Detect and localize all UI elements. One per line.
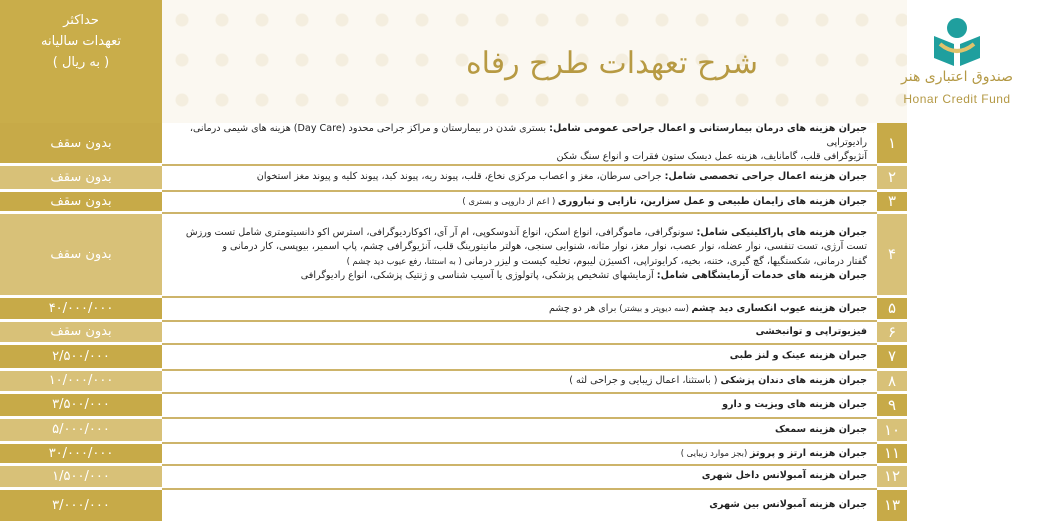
header-banner <box>162 0 1013 123</box>
description-text <box>162 301 877 316</box>
description-text <box>162 349 877 363</box>
row-divider <box>162 442 877 444</box>
max-amount-cell: ۲/۵۰۰/۰۰۰ <box>0 344 162 368</box>
row-number: ۷ <box>877 344 907 368</box>
description-plain: سونوگرافی، ماموگرافی، انواع اسکن، انواع آندوسکوپی، ام آر آی، اکوکاردیوگرافی، استرس اکو دانسیتومتری شامل تست ورزش <box>185 226 697 238</box>
description-cell <box>162 213 877 295</box>
description-line <box>170 150 867 164</box>
table-row <box>0 321 907 342</box>
max-amount-cell: بدون سقف <box>0 165 162 189</box>
description-cell <box>162 321 877 342</box>
row-divider <box>877 212 907 214</box>
row-divider <box>162 212 877 214</box>
description-line <box>170 446 867 461</box>
description-bold: جبران هزینه های ویزیت و دارو <box>722 398 867 410</box>
description-cell <box>162 165 877 189</box>
max-amount-cell: ۵/۰۰۰/۰۰۰ <box>0 418 162 441</box>
row-number: ۲ <box>877 165 907 189</box>
description-line <box>170 349 867 363</box>
table-row <box>0 418 907 441</box>
row-divider <box>162 488 877 490</box>
row-divider <box>162 369 877 371</box>
row-divider <box>0 296 162 298</box>
max-amount-cell: ۳/۰۰۰/۰۰۰ <box>0 489 162 521</box>
description-note: (سه دیوپتر و بیشتر) <box>619 302 692 313</box>
row-divider <box>877 464 907 466</box>
row-divider <box>877 488 907 490</box>
description-plain: بستری شدن در بیمارستان و مراکز جراحی محدود (Day Care) هزینه های شیمی درمانی، رادیوتراپی <box>189 123 867 148</box>
max-amount-cell: بدون سقف <box>0 123 162 163</box>
row-divider <box>0 320 162 322</box>
description-line <box>170 374 867 388</box>
description-plain: آنژیوگرافی قلب، گامانایف، هزینه عمل دیسک ستون فقرات و انواع سنگ شکن <box>556 151 867 162</box>
description-cell <box>162 344 877 368</box>
description-plain: برای هر دو چشم <box>548 302 620 314</box>
row-number: ۱۳ <box>877 489 907 521</box>
description-cell <box>162 418 877 441</box>
row-divider <box>0 417 162 419</box>
row-divider <box>877 343 907 345</box>
description-bold: جبران هزینه های درمان بیمارستانی و اعمال جراحی عمومی شامل: <box>549 123 867 134</box>
table-row <box>0 344 907 368</box>
description-cell <box>162 489 877 521</box>
table-row <box>0 123 907 163</box>
row-divider <box>877 417 907 419</box>
description-bold: جبران هزینه های دندان پزشکی <box>720 374 867 386</box>
row-divider <box>162 392 877 394</box>
table-row <box>0 443 907 463</box>
amount-header-line-3: ( به ریال ) <box>52 55 110 70</box>
row-divider <box>877 392 907 394</box>
row-number: ۹ <box>877 393 907 416</box>
description-plain: ( باستثنا، اعمال زیبایی و جراحی لثه ) <box>569 374 721 386</box>
row-divider <box>162 296 877 298</box>
description-text <box>162 498 877 512</box>
description-bold: جبران هزینه های پاراکلینیکی شامل: <box>696 226 867 238</box>
max-amount-cell: بدون سقف <box>0 213 162 295</box>
row-divider <box>0 212 162 214</box>
row-divider <box>0 343 162 345</box>
table-row <box>0 489 907 521</box>
max-amount-cell: ۳/۵۰۰/۰۰۰ <box>0 393 162 416</box>
description-line <box>170 301 867 316</box>
description-cell <box>162 297 877 319</box>
amount-column-header <box>0 0 162 123</box>
description-cell <box>162 123 877 163</box>
logo-emblem-icon <box>882 14 1032 70</box>
row-divider <box>162 320 877 322</box>
description-plain: جراحی سرطان، مغز و اعصاب مرکزی نخاع، قلب، پیوند ریه، پیوند کبد، پیوند کلیه و پیوند مغز استخوان <box>256 171 665 182</box>
amount-header-line-1: حداکثر <box>63 13 99 28</box>
row-divider <box>877 442 907 444</box>
max-amount-cell: بدون سقف <box>0 321 162 342</box>
row-divider <box>877 190 907 192</box>
description-note: ( به استثنا، رفع عیوب دید چشم ) <box>346 255 465 266</box>
row-divider <box>877 320 907 322</box>
logo-text-en: Honar Credit Fund <box>903 92 1011 106</box>
max-amount-cell: ۱۰/۰۰۰/۰۰۰ <box>0 370 162 391</box>
row-divider <box>162 190 877 192</box>
description-bold: جبران هزینه ارتز و پروتز <box>749 447 867 459</box>
row-divider <box>0 442 162 444</box>
description-cell <box>162 393 877 416</box>
table-row <box>0 297 907 319</box>
row-number: ۳ <box>877 191 907 211</box>
row-divider <box>877 296 907 298</box>
table-row <box>0 213 907 295</box>
description-line <box>170 469 867 483</box>
description-text <box>162 226 877 283</box>
row-divider <box>162 464 877 466</box>
description-bold: جبران هزینه آمبولانس داخل شهری <box>701 470 867 481</box>
row-number: ۱ <box>877 123 907 163</box>
table-row <box>0 165 907 189</box>
description-text <box>162 122 877 164</box>
table-row <box>0 465 907 487</box>
description-line <box>170 398 867 412</box>
row-divider <box>0 488 162 490</box>
row-divider <box>0 369 162 371</box>
description-bold: جبران هزینه اعمال جراحی تخصصی شامل: <box>664 171 867 182</box>
description-text <box>162 170 877 184</box>
description-text <box>162 398 877 412</box>
description-text <box>162 194 877 209</box>
row-divider <box>162 417 877 419</box>
row-number: ۸ <box>877 370 907 391</box>
description-bold: فیزیوتراپی و توانبخشی <box>755 325 867 337</box>
description-line <box>170 498 867 512</box>
amount-header-line-2: تعهدات سالیانه <box>41 34 121 49</box>
description-text <box>162 446 877 461</box>
max-amount-cell: ۴۰/۰۰۰/۰۰۰ <box>0 297 162 319</box>
row-number: ۱۰ <box>877 418 907 441</box>
description-line <box>170 325 867 339</box>
description-line <box>170 170 867 184</box>
row-divider <box>0 164 162 166</box>
max-amount-cell: ۳۰/۰۰۰/۰۰۰ <box>0 443 162 463</box>
row-divider <box>0 190 162 192</box>
table-row <box>0 393 907 416</box>
description-text <box>162 325 877 339</box>
row-number: ۱۱ <box>877 443 907 463</box>
description-bold: جبران هزینه عینک و لنز طبی <box>729 350 867 361</box>
description-plain: تست آرژی، تست تنفسی، نوار عضله، نوار عصب، نوار مغز، نوار مثانه، شنوایی سنجی، هولتر مانیتورینگ قلب، آنژیوگرافی چشم، پاپ اسمیر، بیوپسی، کار درمانی و <box>222 240 867 252</box>
page-title: شرح تعهدات طرح رفاه <box>465 46 759 81</box>
description-line <box>170 269 867 283</box>
description-note: ( اعم از داروپی و بستری ) <box>462 195 558 206</box>
description-line <box>170 254 867 269</box>
description-line <box>170 423 867 437</box>
honar-credit-fund-logo <box>882 14 1052 114</box>
row-number: ۵ <box>877 297 907 319</box>
description-cell <box>162 443 877 463</box>
row-divider <box>0 464 162 466</box>
max-amount-cell: بدون سقف <box>0 191 162 211</box>
description-text <box>162 423 877 437</box>
description-text <box>162 374 877 388</box>
description-plain: گفتار درمانی، شکستگیها، گچ گیری، ختنه، بخیه، کرایوتراپی، اکسیژن لیبوم، تخلیه کیست و لیزر درمانی <box>464 255 867 267</box>
description-line <box>170 122 867 150</box>
description-line <box>170 240 867 254</box>
row-number: ۱۲ <box>877 465 907 487</box>
row-number: ۶ <box>877 321 907 342</box>
table-row <box>0 191 907 211</box>
description-note: (بجز موارد زیبایی ) <box>680 447 750 458</box>
description-bold: جبران هزینه های خدمات آزمایشگاهی شامل: <box>656 269 867 281</box>
row-divider <box>877 369 907 371</box>
table-row <box>0 370 907 391</box>
row-divider <box>877 164 907 166</box>
row-divider <box>0 392 162 394</box>
description-bold: جبران هزینه سمعک <box>774 423 867 435</box>
description-cell <box>162 191 877 211</box>
description-cell <box>162 370 877 391</box>
row-number: ۴ <box>877 213 907 295</box>
description-bold: جبران هزینه های زایمان طبیعی و عمل سزارین، نازایی و نباروری <box>557 195 867 207</box>
row-divider <box>162 164 877 166</box>
description-cell <box>162 465 877 487</box>
description-line <box>170 194 867 209</box>
row-divider <box>162 343 877 345</box>
description-line <box>170 226 867 240</box>
max-amount-cell: ۱/۵۰۰/۰۰۰ <box>0 465 162 487</box>
description-text <box>162 469 877 483</box>
description-bold: جبران هزینه عیوب انکساری دید چشم <box>691 302 867 314</box>
description-plain: آزمایشهای تشخیص پزشکی، پاتولوژی یا آسیب شناسی و ژنتیک پزشکی، انواع رادیوگرافی <box>300 269 657 281</box>
description-bold: جبران هزینه آمبولانس بین شهری <box>709 499 867 510</box>
logo-text-fa: صندوق اعتباری هنر <box>901 69 1013 85</box>
